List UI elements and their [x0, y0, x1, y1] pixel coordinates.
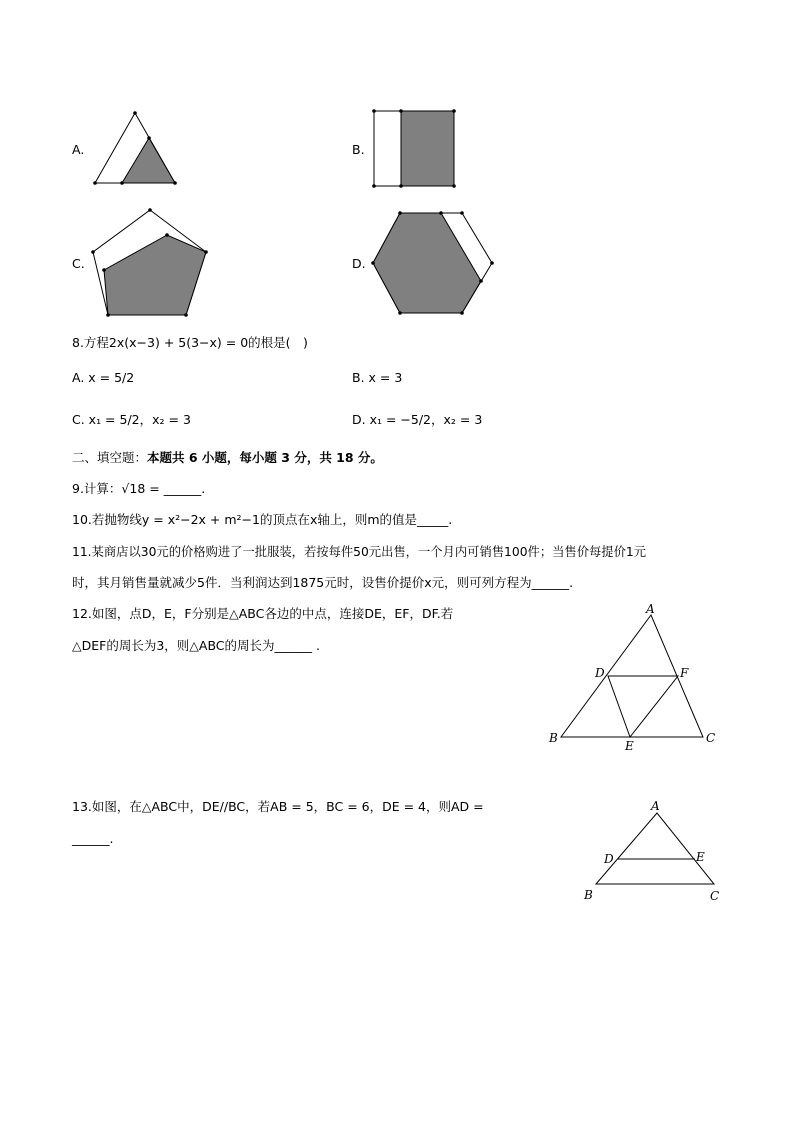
option-a-label: A. [72, 142, 85, 157]
question-8-option-d: D. x₁ = −5/2，x₂ = 3 [352, 412, 483, 427]
label-b: B [549, 731, 558, 745]
label-d: D [604, 852, 614, 866]
question-8-stem: 8.方程2x(x−3) + 5(3−x) = 0的根是( ) [72, 335, 308, 350]
triangle-def [608, 676, 678, 737]
label-e: E [696, 850, 705, 864]
label-c: C [710, 889, 720, 903]
section-2-heading [72, 448, 383, 466]
figure-b-square [368, 105, 463, 193]
question-13-line-2: ______. [72, 831, 114, 846]
label-d: D [595, 666, 605, 680]
question-8-option-a: A. x = 5/2 [72, 370, 135, 385]
question-13-line-1: 13.如图，在△ABC中，DE//BC，若AB = 5，BC = 6，DE = 4，则AD = [72, 799, 484, 814]
figure-q13-parallel-triangle [575, 795, 735, 910]
label-e: E [625, 739, 634, 753]
triangle-abc [596, 813, 714, 884]
triangle-shaded-part [122, 138, 175, 183]
label-a: A [651, 799, 660, 813]
question-11-line-2: 时，其月销售量就减少5件．当利润达到1875元时，设售价提价x元，则可列方程为______. [72, 575, 574, 590]
label-b: B [584, 888, 593, 902]
question-8-option-b: B. x = 3 [352, 370, 403, 385]
question-11-line-1: 11.某商店以30元的价格购进了一批服装，若按每件50元出售，一个月内可销售100件；当售价每提价1元 [72, 545, 647, 559]
question-9: 9.计算：√18 = ______. [72, 481, 206, 496]
question-8-option-c: C. x₁ = 5/2，x₂ = 3 [72, 412, 191, 427]
question-12-line-1: 12.如图，点D，E，F分别是△ABC各边的中点，连接DE，EF，DF.若 [72, 606, 454, 621]
section-2-heading-prefix: 二、填空题： [72, 450, 148, 465]
option-d-label: D. [352, 256, 366, 271]
square-shaded-part [401, 111, 454, 186]
pentagon-shaded-part [104, 235, 206, 315]
option-b-label: B. [352, 142, 365, 157]
question-10: 10.若抛物线y = x²−2x + m²−1的顶点在x轴上，则m的值是_____. [72, 512, 453, 527]
hexagon-shaded-part [373, 213, 481, 313]
figure-c-pentagon [88, 205, 213, 320]
label-a: A [646, 602, 655, 616]
section-2-heading-detail: 本题共 6 小题，每小题 3 分，共 18 分。 [147, 450, 383, 465]
label-f: F [680, 666, 689, 680]
figure-a-triangle [88, 105, 183, 190]
question-12-line-2: △DEF的周长为3，则△ABC的周长为______ . [72, 638, 320, 653]
label-c: C [706, 731, 716, 745]
figure-q12-midpoint-triangle [540, 600, 730, 755]
figure-d-hexagon [368, 207, 498, 319]
option-c-label: C. [72, 256, 85, 271]
